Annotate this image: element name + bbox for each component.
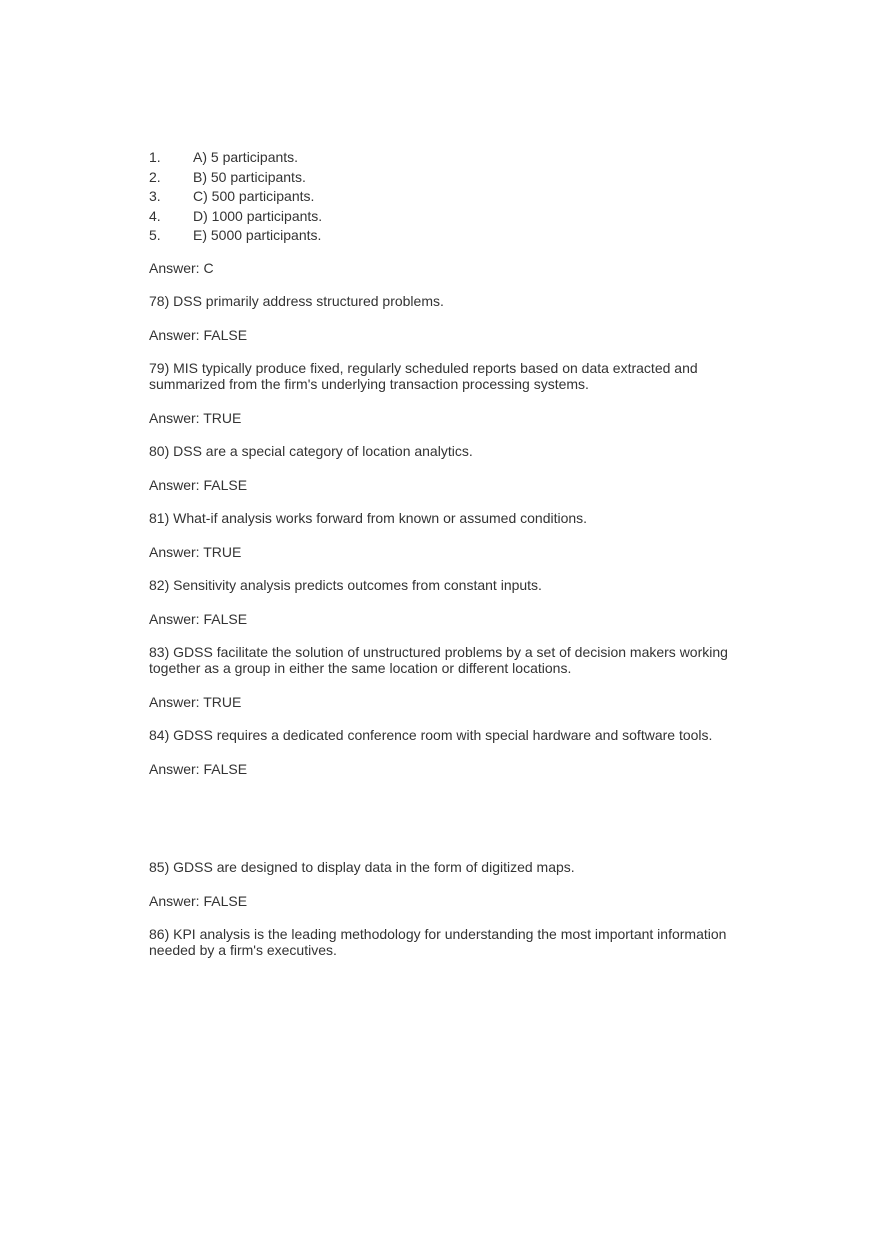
answer-79: Answer: TRUE xyxy=(149,409,242,426)
option-item xyxy=(149,149,739,169)
answer-81: Answer: TRUE xyxy=(149,543,242,560)
question-78: 78) DSS primarily address structured problems. xyxy=(149,292,444,309)
option-number: 1. xyxy=(149,149,161,165)
question-80: 80) DSS are a special category of location analytics. xyxy=(149,442,473,459)
answer-82: Answer: FALSE xyxy=(149,610,248,627)
question-86: 86) KPI analysis is the leading methodology for understanding the most important information needed by a firm's executives. xyxy=(149,925,727,958)
option-text: C) 500 participants. xyxy=(193,188,315,205)
answer-77: Answer: C xyxy=(149,259,214,276)
answer-83: Answer: TRUE xyxy=(149,693,242,710)
option-number: 5. xyxy=(149,227,161,244)
question-81: 81) What-if analysis works forward from known or assumed conditions. xyxy=(149,509,588,526)
answer-options-list xyxy=(149,149,739,247)
answer-80: Answer: FALSE xyxy=(149,476,248,493)
option-item xyxy=(149,169,739,189)
option-number: 2. xyxy=(149,168,161,185)
question-79: 79) MIS typically produce fixed, regularly scheduled reports based on data extracted and summarized from the firm's underlying transaction processing systems. xyxy=(149,359,698,392)
answer-78: Answer: FALSE xyxy=(149,326,248,343)
document-page xyxy=(149,149,739,958)
question-84: 84) GDSS requires a dedicated conference room with special hardware and software tools. xyxy=(149,726,713,743)
option-text: E) 5000 participants. xyxy=(193,227,322,244)
question-82: 82) Sensitivity analysis predicts outcomes from constant inputs. xyxy=(149,576,542,593)
option-number: 3. xyxy=(149,188,161,205)
option-text: B) 50 participants. xyxy=(193,168,306,185)
option-item xyxy=(149,208,739,228)
option-item xyxy=(149,227,739,247)
option-item xyxy=(149,188,739,208)
answer-85: Answer: FALSE xyxy=(149,892,248,909)
option-text: D) 1000 participants. xyxy=(193,207,323,224)
answer-84: Answer: FALSE xyxy=(149,760,248,777)
question-85: 85) GDSS are designed to display data in the form of digitized maps. xyxy=(149,858,575,875)
option-number: 4. xyxy=(149,207,161,224)
question-83: 83) GDSS facilitate the solution of unstructured problems by a set of decision makers working together as a group in either the same location or different locations. xyxy=(149,643,728,676)
option-text: A) 5 participants. xyxy=(193,149,299,165)
